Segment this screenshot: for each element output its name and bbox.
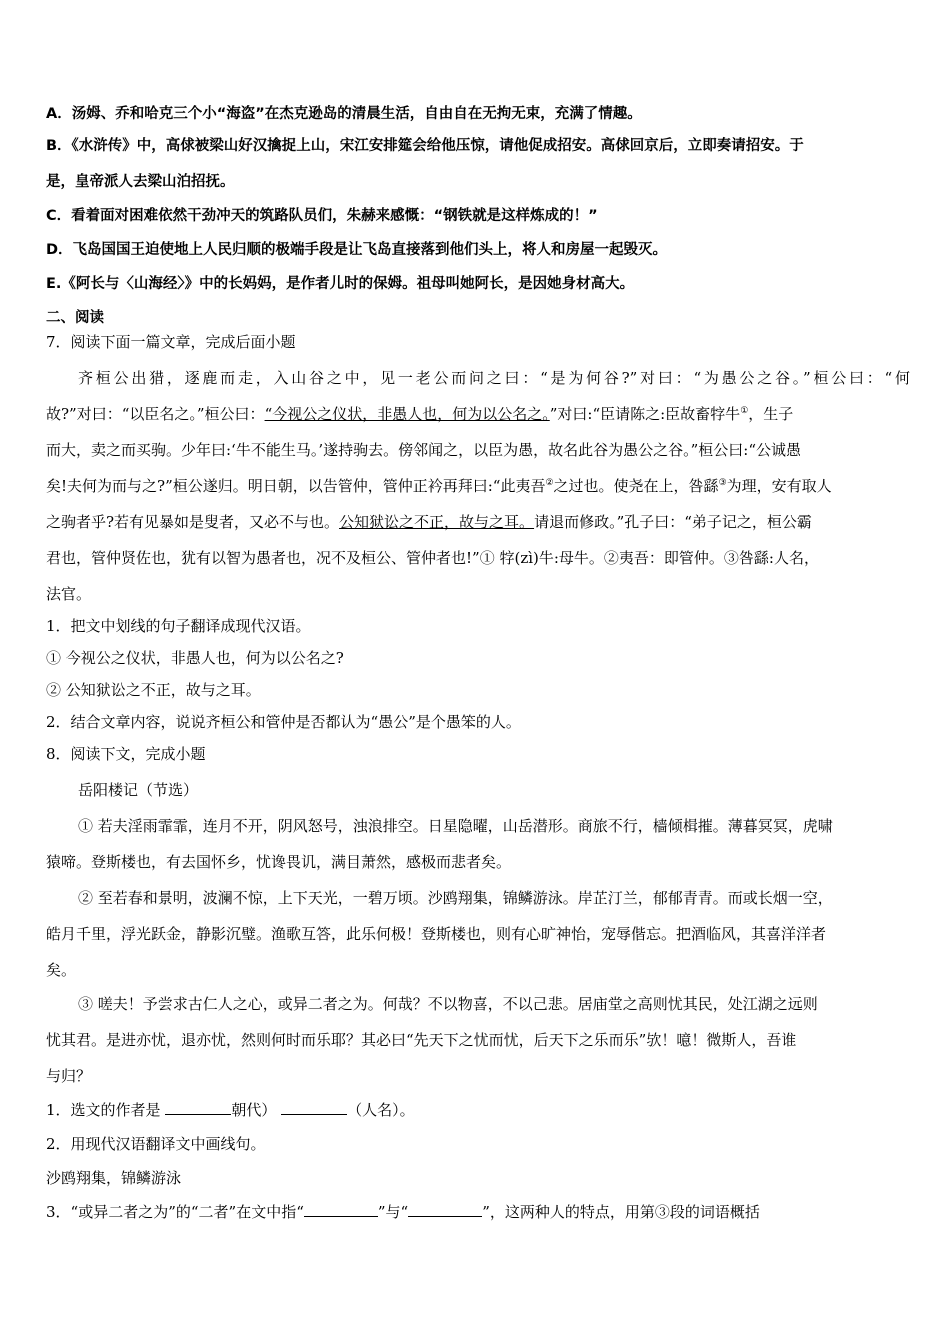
q7-text: 矣!夫何为而与之?”桓公遂归。明日朝，以告管仲，管仲正衿再拜曰:“此夷吾 — [46, 477, 546, 495]
q7-text: 之驹者乎?若有见暴如是叟者，又必不与也。 — [46, 513, 340, 531]
q7-passage-line1: 齐桓公出猎，逐鹿而走，入山谷之中，见一老公而问之曰：“是为何谷?”对曰：“为愚公之谷。”桓公曰：“何 — [78, 369, 910, 387]
option-a: A．汤姆、乔和哈克三个小“海盗”在杰克逊岛的清晨生活，自由自在无拘无束，充满了情趣。 — [46, 106, 642, 122]
option-b-line2: 是，皇帝派人去梁山泊招抚。 — [46, 174, 235, 190]
q7-passage-line6: 君也，管仲贤佐也，犹有以智为愚者也，况不及桓公、管仲者也!”① 牸(zì)牛:母牛。②夷吾：即管仲。③咎繇:人名， — [46, 549, 819, 567]
q7-passage-line4 — [46, 476, 832, 496]
q8-subq2: 2．用现代汉语翻译文中画线句。 — [46, 1135, 266, 1153]
option-d: D．飞岛国国王迫使地上人民归顺的极端手段是让飞岛直接落到他们头上，将人和房屋一起毁灭。 — [46, 242, 668, 258]
q8-intro: 8．阅读下文，完成小题 — [46, 745, 206, 763]
q7-passage-line5 — [46, 512, 812, 532]
q7-passage-line2 — [46, 404, 793, 424]
q8-subq2-sentence: 沙鸥翔集，锦鳞游泳 — [46, 1169, 182, 1187]
q7-text: 请退而修政。”孔子曰：“弟子记之，桓公霸 — [534, 513, 812, 531]
q8-subq1 — [46, 1100, 415, 1120]
underlined-sentence-2: 公知狱讼之不正，故与之耳。 — [339, 513, 535, 531]
q8-para3-line1: ③ 嗟夫！予尝求古仁人之心，或异二者之为。何哉？不以物喜，不以己悲。居庙堂之高则忧其民，处江湖之远则 — [78, 995, 818, 1013]
q7-passage-line3: 而大，卖之而买驹。少年曰:‘牛不能生马。’遂持驹去。傍邻闻之，以臣为愚，故名此谷为愚公之谷。”桓公曰:“公诚愚 — [46, 441, 801, 459]
q7-passage-line7: 法官。 — [46, 585, 92, 603]
q7-subq1: 1．把文中划线的句子翻译成现代汉语。 — [46, 617, 311, 635]
q8-subq3-text: ”与“ — [377, 1203, 409, 1221]
q8-para2-line2: 皓月千里，浮光跃金，静影沉璧。渔歌互答，此乐何极！登斯楼也，则有心旷神怡，宠辱偕忘。把酒临风，其喜洋洋者 — [46, 925, 827, 943]
q8-para2-line1: ② 至若春和景明，波澜不惊，上下天光，一碧万顷。沙鸥翔集，锦鳞游泳。岸芷汀兰，郁郁青青。而或长烟一空， — [78, 889, 833, 907]
underlined-sentence-1: “今视公之仪状，非愚人也，何为以公名之。 — [264, 405, 550, 423]
q8-title: 岳阳楼记（节选） — [78, 781, 199, 799]
q7-intro: 7．阅读下面一篇文章，完成后面小题 — [46, 333, 296, 351]
q7-text: 故?”对曰：“以臣名之。”桓公曰： — [46, 405, 265, 423]
q8-para1-line1: ① 若夫淫雨霏霏，连月不开，阴风怒号，浊浪排空。日星隐曜，山岳潜形。商旅不行，樯倾楫摧。薄暮冥冥，虎啸 — [78, 817, 833, 835]
q7-text: 之过也。使尧在上，咎繇 — [553, 477, 719, 495]
option-e: E.《阿长与〈山海经〉》中的长妈妈，是作者儿时的保姆。祖母叫她阿长，是因她身材高大。 — [46, 276, 635, 292]
answer-blank-author[interactable] — [281, 1100, 347, 1115]
q7-text: 为理，安有取人 — [726, 477, 832, 495]
q8-para1-line2: 猿啼。登斯楼也，有去国怀乡，忧谗畏讥，满目萧然，感极而悲者矣。 — [46, 853, 512, 871]
q8-para2-line3: 矣。 — [46, 961, 77, 979]
q8-subq1-text: 朝代） — [231, 1101, 277, 1119]
footnote-mark-1: ① — [740, 406, 749, 416]
q8-subq1-text: 1．选文的作者是 — [46, 1101, 161, 1119]
answer-blank-first[interactable] — [304, 1202, 378, 1217]
q7-text: ，生子 — [748, 405, 794, 423]
q7-subq2: 2．结合文章内容，说说齐桓公和管仲是否都认为“愚公”是个愚笨的人。 — [46, 713, 521, 731]
footnote-mark-2: ② — [545, 478, 554, 488]
q8-subq3 — [46, 1202, 760, 1222]
q7-subq1-item2: ② 公知狱讼之不正，故与之耳。 — [46, 681, 261, 699]
q8-para3-line3: 与归？ — [46, 1067, 92, 1085]
q8-subq3-text: ”，这两种人的特点，用第③段的词语概括 — [482, 1203, 760, 1221]
q8-para3-line2: 忧其君。是进亦忧，退亦忧，然则何时而乐耶？其必曰“先天下之忧而忧，后天下之乐而乐”欤！噫！微斯人，吾谁 — [46, 1031, 797, 1049]
footnote-mark-3: ③ — [718, 478, 727, 488]
q7-text: ”对曰:“臣请陈之:臣故畜牸牛 — [549, 405, 741, 423]
section-heading: 二、阅读 — [46, 310, 104, 326]
q8-subq3-text: 3．“或异二者之为”的“二者”在文中指“ — [46, 1203, 304, 1221]
answer-blank-dynasty[interactable] — [165, 1100, 231, 1115]
q8-subq1-text: （人名）。 — [347, 1101, 415, 1119]
option-c: C．看着面对困难依然干劲冲天的筑路队员们，朱赫来感慨：“钢铁就是这样炼成的！” — [46, 208, 598, 224]
option-b-line1: B．《水浒传》中，高俅被梁山好汉擒捉上山，宋江安排筵会给他压惊，请他促成招安。高俅回京后，立即奏请招安。于 — [46, 138, 804, 154]
q7-subq1-item1: ① 今视公之仪状，非愚人也，何为以公名之? — [46, 649, 344, 667]
answer-blank-second[interactable] — [408, 1202, 482, 1217]
